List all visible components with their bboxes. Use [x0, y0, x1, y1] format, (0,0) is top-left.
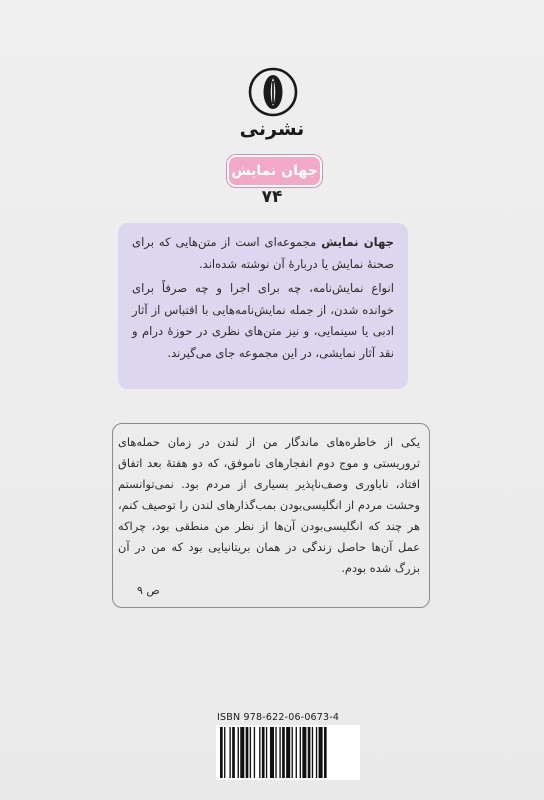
description-bold-lead: جهان نمایش — [321, 235, 395, 249]
series-badge: جهان نمایش — [227, 155, 322, 187]
description-paragraph-1-text: مجموعه‌ای است از متن‌هایی که برای صحنهٔ نمایش یا دربارهٔ آن نوشته شده‌اند. — [132, 235, 394, 271]
description-paragraph-1 — [132, 232, 394, 275]
description-paragraph-2: انواع نمایش‌نامه، چه برای اجرا و چه صرفاً برای خوانده شدن، از جمله نمایش‌نامه‌هایی با اقتباس از آثار ادبی یا سینمایی، و نیز متن‌های نظری در حوزهٔ درام و نقد آثار نمایشی، در این مجموعه جای می‌گیرند. — [132, 281, 394, 360]
series-description — [118, 223, 408, 389]
series-number: ۷۴ — [261, 187, 283, 207]
isbn-number: ISBN 978-622-06-0673-4 — [217, 712, 340, 723]
quote-page-reference: ص ۹ — [137, 584, 160, 597]
excerpt-quote: یکی از خاطره‌های ماندگار من از لندن در زمان حمله‌های تروریستی و موج دوم انفجارهای ناموفق، که دو هفتهٔ بعد اتفاق افتاد، ناباوری وصف‌ناپذیر بسیاری از مردم بود. نمی‌توانستم وحشت مردم از انگلیسی‌بودن بمب‌گذارهای لندن را توصیف کنم، هر چند که انگلیسی‌بودن آن‌ها از نظر من منطقی بود، چراکه عمل آن‌ها حاصل زندگی در همان بریتانیایی بود که من در آن بزرگ شده بودم. — [118, 435, 420, 575]
publisher-name: نشرنی — [239, 118, 305, 140]
publisher-logo-icon — [248, 67, 298, 117]
barcode — [216, 725, 360, 780]
